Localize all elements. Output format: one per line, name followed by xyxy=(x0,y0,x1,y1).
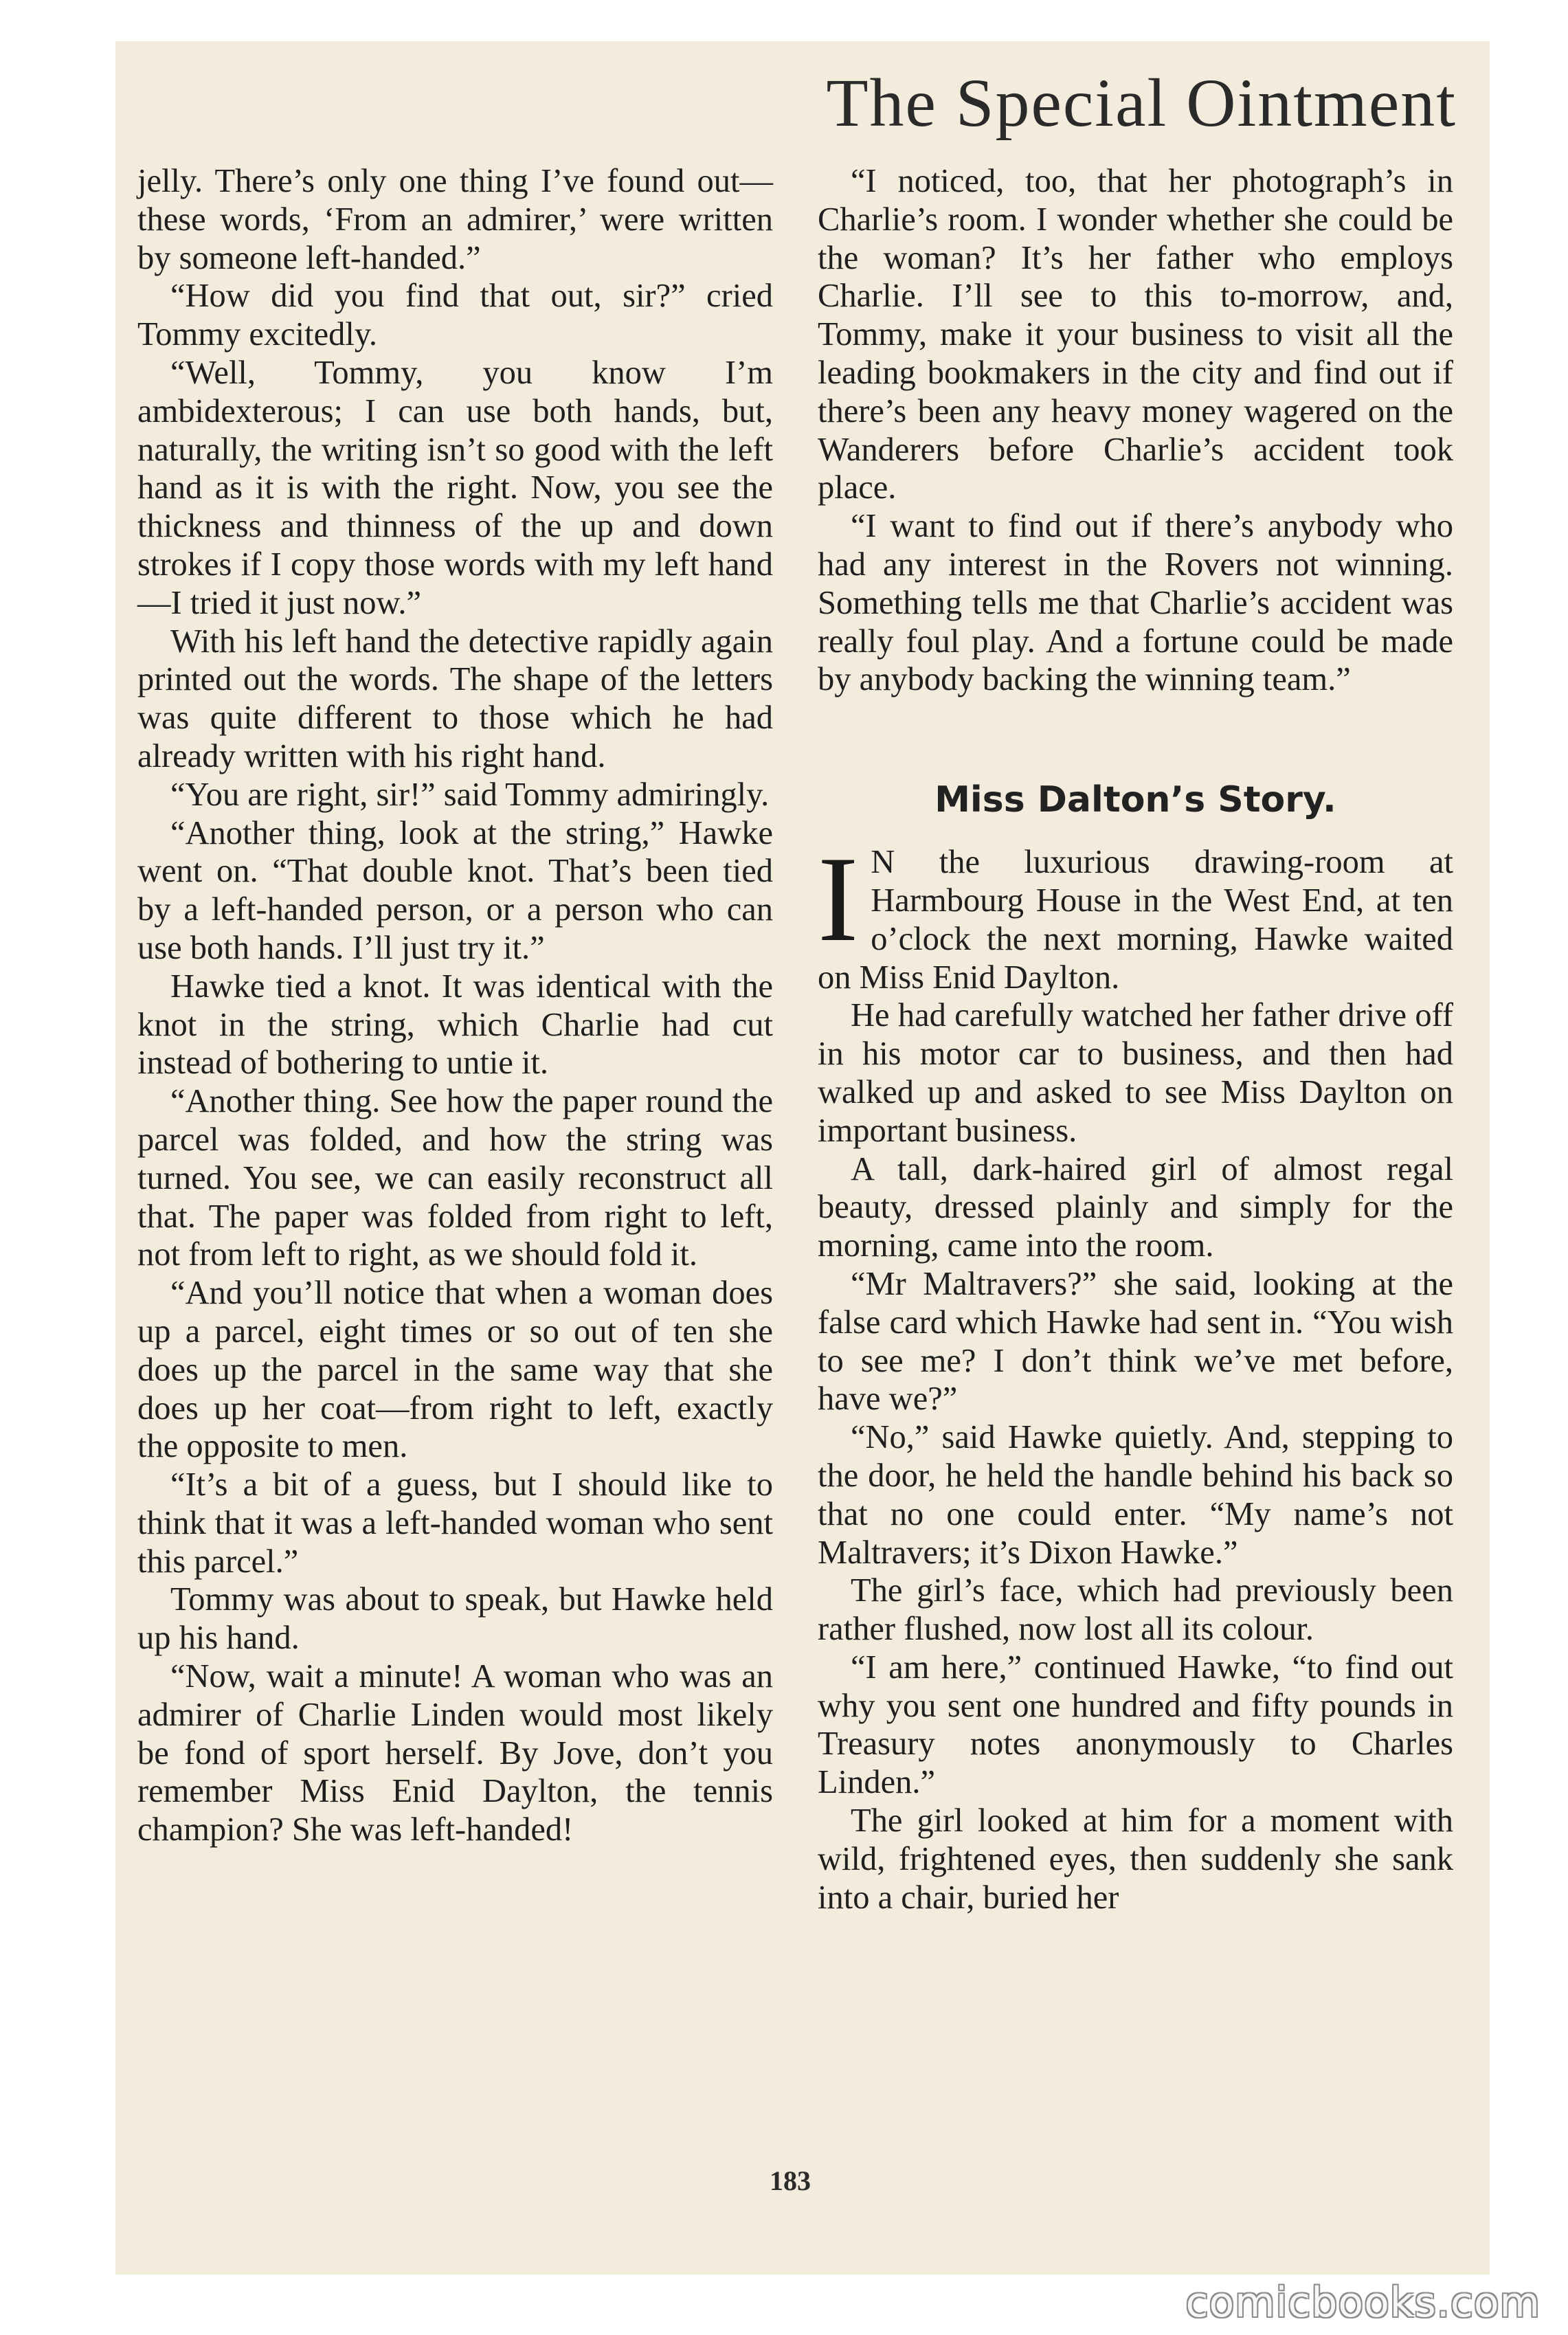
paragraph: A tall, dark-haired girl of almost regal beauty, dressed plainly and simply for the morning, came into the room. xyxy=(818,1150,1453,1264)
section-heading: Miss Dalton’s Story. xyxy=(934,779,1336,821)
paragraph: “Another thing. See how the paper round the parcel was folded, and how the string was turned. You see, we can easily reconstruct all that. The paper was folded from right to left, not from left to right, as we should fold it. xyxy=(137,1083,773,1273)
paragraph: Tommy was about to speak, but Hawke held up his hand. xyxy=(137,1581,773,1657)
right-column xyxy=(818,162,1453,1917)
paragraph: jelly. There’s only one thing I’ve found out—these words, ‘From an admirer,’ were written by someone left-handed.” xyxy=(137,163,773,276)
paragraph: “I want to find out if there’s anybody who had any interest in the Rovers not winning. Something tells me that Charlie’s accident was really foul play. And a fortune could be made by anybody backing the winning team.” xyxy=(818,508,1453,698)
paragraph: “I noticed, too, that her photograph’s in Charlie’s room. I wonder whether she could be the woman? It’s her father who employs Charlie. I’ll see to this to-morrow, and, Tommy, make it your business to visit all the leading bookmakers in the city and find out if there’s been any heavy money wagered on the Wanderers before Charlie’s accident took place. xyxy=(818,163,1453,506)
paragraph: “Mr Maltravers?” she said, looking at the false card which Hawke had sent in. “You wish to see me? I don’t think we’ve met before, have we?” xyxy=(818,1265,1453,1418)
opening-paragraph-text: N the luxurious drawing-room at Harmbourg House in the West End, at ten o’clock the next morning, Hawke waited on Miss Enid Daylton. xyxy=(818,844,1453,996)
left-column xyxy=(137,162,773,1849)
paragraph: He had carefully watched her father drive off in his motor car to business, and then had walked up and asked to see Miss Daylton on important business. xyxy=(818,997,1453,1149)
paragraph: The girl looked at him for a moment with wild, frightened eyes, then suddenly she sank into a chair, buried her xyxy=(818,1802,1453,1916)
paragraph: “Well, Tommy, you know I’m ambidexterous; I can use both hands, but, naturally, the writing isn’t so good with the left hand as it is with the right. Now, you see the thickness and thinness of the up and down strokes if I copy those words with my left hand—I tried it just now.” xyxy=(137,354,773,621)
page-title: The Special Ointment xyxy=(826,65,1457,141)
paragraph: “And you’ll notice that when a woman does up a parcel, eight times or so out of ten she does up the parcel in the same way that she does up her coat—from right to left, exactly the opposite to men. xyxy=(137,1275,773,1465)
paragraph: “No,” said Hawke quietly. And, stepping to the door, he held the handle behind his back so that no one could enter. “My name’s not Maltravers; it’s Dixon Hawke.” xyxy=(818,1419,1453,1571)
paragraph: With his left hand the detective rapidly again printed out the words. The shape of the letters was quite different to those which he had already written with his right hand. xyxy=(137,623,773,774)
paragraph: “Now, wait a minute! A woman who was an admirer of Charlie Linden would most likely be fond of sport herself. By Jove, don’t you remember Miss Enid Daylton, the tennis champion? She was left-handed! xyxy=(137,1658,773,1848)
opening-paragraph xyxy=(818,831,1453,996)
paragraph: “How did you find that out, sir?” cried Tommy excitedly. xyxy=(137,278,773,353)
paragraph: Hawke tied a knot. It was identical with the knot in the string, which Charlie had cut instead of bothering to untie it. xyxy=(137,968,773,1082)
paragraph: “Another thing, look at the string,” Hawke went on. “That double knot. That’s been tied by a left-handed person, or a person who can use both hands. I’ll just try it.” xyxy=(137,814,773,966)
paragraph: “I am here,” continued Hawke, “to find out why you sent one hundred and fifty pounds in Treasury notes anonymously to Charles Linden.” xyxy=(818,1649,1453,1801)
watermark: comicbooks.com xyxy=(1185,2279,1541,2327)
paragraph: “It’s a bit of a guess, but I should like to think that it was a left-handed woman who sent this parcel.” xyxy=(137,1466,773,1580)
page-number: 183 xyxy=(770,2165,811,2196)
paragraph: The girl’s face, which had previously been rather flushed, now lost all its colour. xyxy=(818,1572,1453,1648)
drop-cap: I xyxy=(818,831,859,968)
paragraph: “You are right, sir!” said Tommy admiringly. xyxy=(170,776,770,813)
